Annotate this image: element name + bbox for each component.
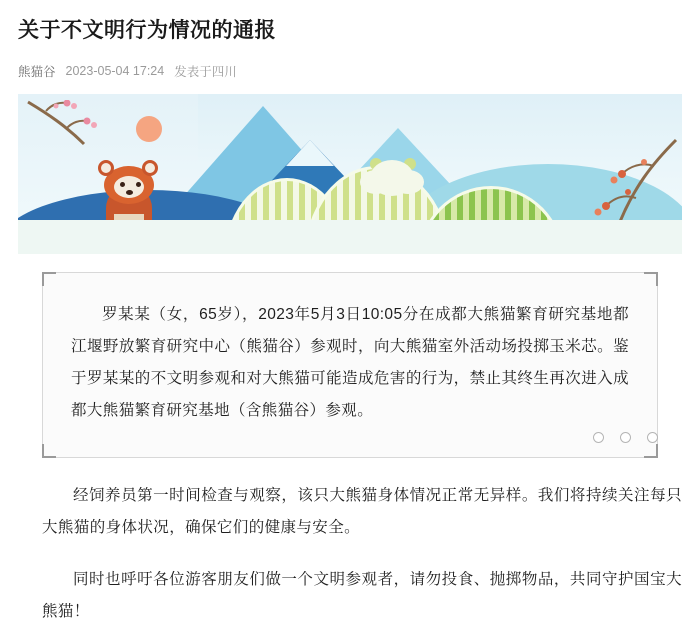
article-body	[42, 480, 682, 628]
mountain-snowcap-icon	[286, 140, 334, 166]
red-panda-ear-left-icon	[98, 160, 114, 176]
red-panda-eye-left-icon	[120, 182, 125, 187]
sun-icon	[136, 116, 162, 142]
body-paragraph-2: 同时也呼吁各位游客朋友们做一个文明参观者，请勿投食、抛掷物品，共同守护国宝大熊猫！	[42, 571, 682, 620]
meta-source-location: 发表于四川	[174, 65, 237, 79]
carousel-dot-1[interactable]	[593, 432, 604, 443]
notice-corner-top-left	[42, 272, 56, 286]
notice-corner-top-right	[644, 272, 658, 286]
red-panda-eye-right-icon	[136, 182, 141, 187]
notice-corner-bottom-left	[42, 444, 56, 458]
carousel-dot-3[interactable]	[647, 432, 658, 443]
notice-box	[42, 272, 658, 458]
meta-datetime: 2023-05-04 17:24	[65, 64, 165, 78]
meta-author[interactable]: 熊猫谷	[18, 65, 56, 79]
page-title: 关于不文明行为情况的通报	[18, 19, 276, 42]
hero-illustration	[18, 94, 682, 254]
carousel-dot-2[interactable]	[620, 432, 631, 443]
ground-strip	[18, 220, 682, 254]
notice-text: 罗某某（女，65岁），2023年5月3日10:05分在成都大熊猫繁育研究基地都江堰野放繁育研究中心（熊猫谷）参观时，向大熊猫室外活动场投掷玉米芯。鉴于罗某某的不文明参观和对大熊猫可能造成危害的行为，禁止其终生再次进入成都大熊猫繁育研究基地（含熊猫谷）参观。	[71, 306, 629, 419]
carousel-dots[interactable]	[593, 432, 658, 631]
body-paragraph-1: 经饲养员第一时间检查与观察，该只大熊猫身体情况正常无异样。我们将持续关注每只大熊猫的身体状况，确保它们的健康与安全。	[42, 487, 682, 536]
red-panda-nose-icon	[126, 190, 133, 195]
article-meta	[18, 62, 682, 80]
giant-panda-icon	[370, 160, 414, 196]
red-panda-ear-right-icon	[142, 160, 158, 176]
